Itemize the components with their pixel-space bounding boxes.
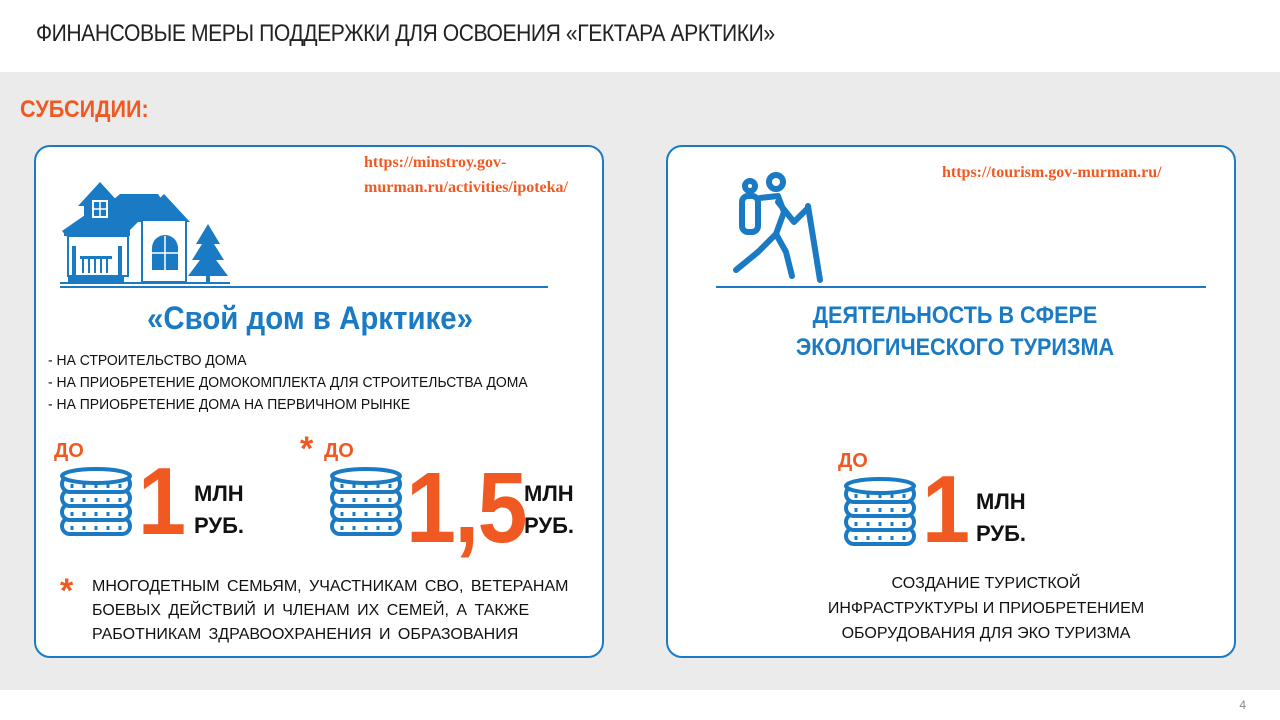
list-item: - НА СТРОИТЕЛЬСТВО ДОМА <box>48 352 247 369</box>
page-title: ФИНАНСОВЫЕ МЕРЫ ПОДДЕРЖКИ ДЛЯ ОСВОЕНИЯ «ГЕКТАРА АРКТИКИ» <box>36 20 775 47</box>
right-divider <box>716 286 1206 288</box>
purpose-list <box>48 350 564 416</box>
amount-unit: МЛН РУБ. <box>524 481 574 538</box>
section-label: СУБСИДИИ: <box>20 96 149 123</box>
coins-icon <box>58 466 134 538</box>
asterisk-mark: * <box>300 430 314 468</box>
left-divider <box>60 286 548 288</box>
minstroy-link[interactable]: https://minstroy.gov- murman.ru/activities/ipoteka/ <box>364 154 568 196</box>
tourism-link[interactable]: https://tourism.gov-murman.ru/ <box>942 164 1162 181</box>
eco-tourism-title: ДЕЯТЕЛЬНОСТЬ В СФЕРЕ ЭКОЛОГИЧЕСКОГО ТУРИЗМА <box>795 302 1115 361</box>
eligibility-note: МНОГОДЕТНЫМ СЕМЬЯМ, УЧАСТНИКАМ СВО, ВЕТЕРАНАМ БОЕВЫХ ДЕЙСТВИЙ И ЧЛЕНАМ ИХ СЕМЕЙ, А ТАКЖЕ РАБОТНИКАМ ЗДРАВООХРАНЕНИЯ И ОБРАЗОВАНИЯ <box>92 578 569 643</box>
amount-unit: МЛН РУБ. <box>194 481 244 538</box>
page-number: 4 <box>1239 698 1246 712</box>
house-icon <box>60 176 230 286</box>
eco-tourism-description: СОЗДАНИЕ ТУРИСТКОЙ ИНФРАСТРУКТУРЫ И ПРИОБРЕТЕНИЕМ ОБОРУДОВАНИЯ ДЛЯ ЭКО ТУРИЗМА <box>827 575 1145 642</box>
note-asterisk: * <box>60 572 74 610</box>
amount-unit: МЛН РУБ. <box>976 489 1026 546</box>
coins-icon <box>842 476 918 548</box>
coins-icon <box>328 466 404 538</box>
program-title: «Свой дом в Арктике» <box>146 300 474 336</box>
amount-prefix: ДО <box>324 440 354 462</box>
header <box>0 0 1280 72</box>
amount-value: 1 <box>922 456 969 563</box>
hiker-icon <box>728 172 828 284</box>
amount-prefix: ДО <box>838 450 868 472</box>
list-item: - НА ПРИОБРЕТЕНИЕ ДОМА НА ПЕРВИЧНОМ РЫНКЕ <box>48 396 411 413</box>
amount-prefix: ДО <box>54 440 84 462</box>
list-item: - НА ПРИОБРЕТЕНИЕ ДОМОКОМПЛЕКТА ДЛЯ СТРОИТЕЛЬСТВА ДОМА <box>48 374 528 391</box>
amount-value: 1,5 <box>406 452 526 564</box>
amount-value: 1 <box>138 448 185 555</box>
